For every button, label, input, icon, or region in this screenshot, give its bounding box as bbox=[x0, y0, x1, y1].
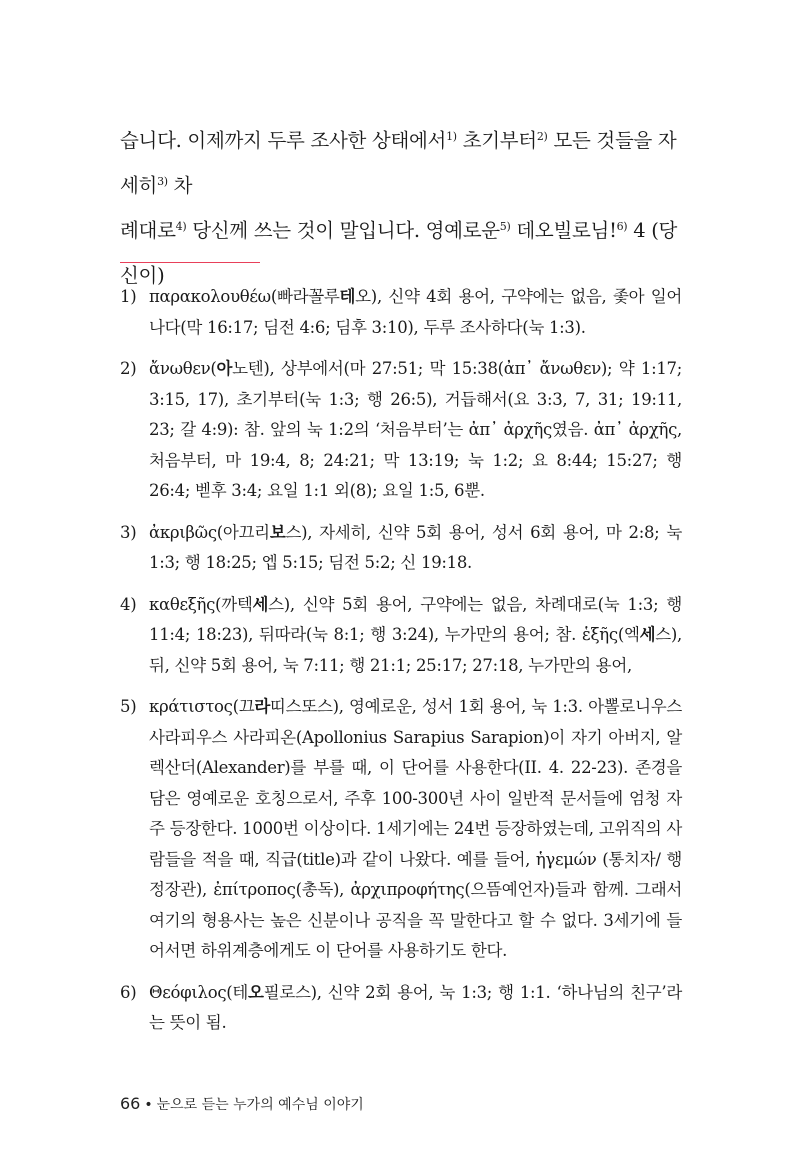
main-text-segment: 모든 것들을 자세히 bbox=[120, 129, 677, 197]
footnote-text: ἄνωθεν( bbox=[149, 359, 217, 378]
footnote bbox=[120, 518, 682, 579]
footnote-ref[interactable]: 2) bbox=[536, 130, 548, 143]
footnote-ref[interactable]: 5) bbox=[499, 220, 511, 233]
footnote-text: Θεόφιλος(테 bbox=[149, 982, 249, 1002]
stressed-syllable: 테 bbox=[339, 287, 356, 306]
footnote-number: 6) bbox=[120, 982, 137, 1002]
footnote bbox=[120, 354, 682, 507]
footnote-ref[interactable]: 6) bbox=[616, 220, 628, 233]
footnote-text: 띠스또스), 영예로운, 성서 1회 용어, 눅 1:3. 아뽈로니우스 사라피우스 사라피온(Apollonius Sarapius Sarapion)이 자기 아버지, 알렉산더(Alexander)를 부를 때, 이 단어를 사용한다(II. 4. 22-23). 존경을 담은 영예로운 호칭으로서, 주후 100-300년 사이 일반적 문서들에 엄청 자주 등장한다. 1000번 이상이다. 1세기에는 24번 등장하였는데, 고위직의 사람들을 적을 때, 직급(title)과 같이 나왔다. 예를 들어, ἡγεμών (통치자/ 행정장관), ἐπίτροπος(총독), ἀρχιπροφήτης(으뜸예언자)들과 함께. 그래서 여기의 형용사는 높은 신분이나 공직을 꼭 말한다고 할 수 없다. 3세기에 들어서면 하위계층에게도 이 단어를 사용하기도 한다. bbox=[149, 697, 682, 960]
stressed-syllable: 세 bbox=[252, 594, 269, 614]
footnote-ref[interactable]: 1) bbox=[446, 130, 457, 143]
footnotes-section bbox=[120, 282, 682, 1050]
footnote-number: 5) bbox=[120, 697, 137, 716]
footnote-number: 1) bbox=[120, 287, 137, 306]
main-text bbox=[120, 118, 690, 298]
footnote bbox=[120, 590, 682, 682]
footnote-number: 4) bbox=[120, 594, 137, 614]
footnote-text: παρακολουθέω(빠라꼴루 bbox=[149, 287, 340, 306]
bullet-icon: • bbox=[144, 1097, 153, 1113]
stressed-syllable: 세 bbox=[639, 625, 656, 644]
footnote-divider bbox=[120, 262, 260, 263]
main-text-segment: 데오빌로님! bbox=[510, 219, 617, 242]
stressed-syllable: 아 bbox=[216, 359, 233, 378]
main-text-segment: 당신께 쓰는 것이 말입니다. 영예로운 bbox=[186, 219, 500, 242]
page-footer bbox=[120, 1094, 364, 1115]
footnote-text: κράτιστος(끄 bbox=[149, 697, 255, 716]
main-text-segment: 4 (당신이) bbox=[120, 219, 678, 287]
footnote-ref[interactable]: 4) bbox=[175, 220, 187, 233]
footnote bbox=[120, 978, 682, 1039]
footnote-ref[interactable]: 3) bbox=[157, 175, 168, 188]
stressed-syllable: 보 bbox=[269, 522, 286, 542]
footnote-text: καθεξῆς(까텍 bbox=[149, 594, 253, 614]
footnote bbox=[120, 692, 682, 967]
main-line-1 bbox=[120, 118, 690, 208]
book-title: 눈으로 듣는 누가의 예수님 이야기 bbox=[156, 1097, 364, 1113]
main-text-segment: 례대로 bbox=[120, 219, 176, 242]
page-number: 66 bbox=[120, 1094, 141, 1113]
stressed-syllable: 라 bbox=[254, 697, 271, 716]
footnote-text: 오), 신약 4회 용어, 구약에는 없음, 좇아 일어나다(막 16:17; 딤전 4:6; 딤후 3:10), 두루 조사하다(눅 1:3). bbox=[149, 287, 682, 337]
footnote-text: 스), 자세히, 신약 5회 용어, 성서 6회 용어, 마 2:8; 눅 1:3; 행 18:25; 엡 5:15; 딤전 5:2; 신 19:18. bbox=[149, 522, 682, 572]
footnote-text: 스), 신약 5회 용어, 구약에는 없음, 차례대로(눅 1:3; 행 11:4; 18:23), 뒤따라(눅 8:1; 행 3:24), 누가만의 용어; 참. ἑξῆς(엑 bbox=[149, 594, 682, 644]
stressed-syllable: 오 bbox=[248, 982, 264, 1002]
footnote bbox=[120, 282, 682, 343]
footnote-text: 필로스), 신약 2회 용어, 눅 1:3; 행 1:1. ‘하나님의 친구’라는 뜻이 됨. bbox=[149, 982, 682, 1032]
main-text-segment: 습니다. 이제까지 두루 조사한 상태에서 bbox=[120, 129, 447, 152]
footnote-number: 3) bbox=[120, 522, 137, 542]
main-text-segment: 초기부터 bbox=[456, 129, 537, 152]
footnote-text: 스), 뒤, 신약 5회 용어, 눅 7:11; 행 21:1; 25:17; 27:18, 누가만의 용어, bbox=[149, 625, 682, 675]
footnote-text: ἀκριβῶς(아끄리 bbox=[149, 522, 270, 542]
footnote-text: 노텐), 상부에서(마 27:51; 막 15:38(ἀπ᾽ ἄνωθεν); 약 1:17; 3:15, 17), 초기부터(눅 1:3; 행 26:5), 거듭해서(요 3:3, 7, 31; 19:11, 23; 갈 4:9): 참. 앞의 눅 1:2의 ‘처음부터’는 ἀπ᾽ ἀρχῆς였음. ἀπ᾽ ἀρχῆς, 처음부터, 마 19:4, 8; 24:21; 막 13:19; 눅 1:2; 요 8:44; 15:27; 행 26:4; 벧후 3:4; 요일 1:1 외(8); 요일 1:5, 6뿐. bbox=[149, 359, 682, 500]
main-text-segment: 차 bbox=[167, 174, 193, 197]
footnote-number: 2) bbox=[120, 359, 137, 378]
